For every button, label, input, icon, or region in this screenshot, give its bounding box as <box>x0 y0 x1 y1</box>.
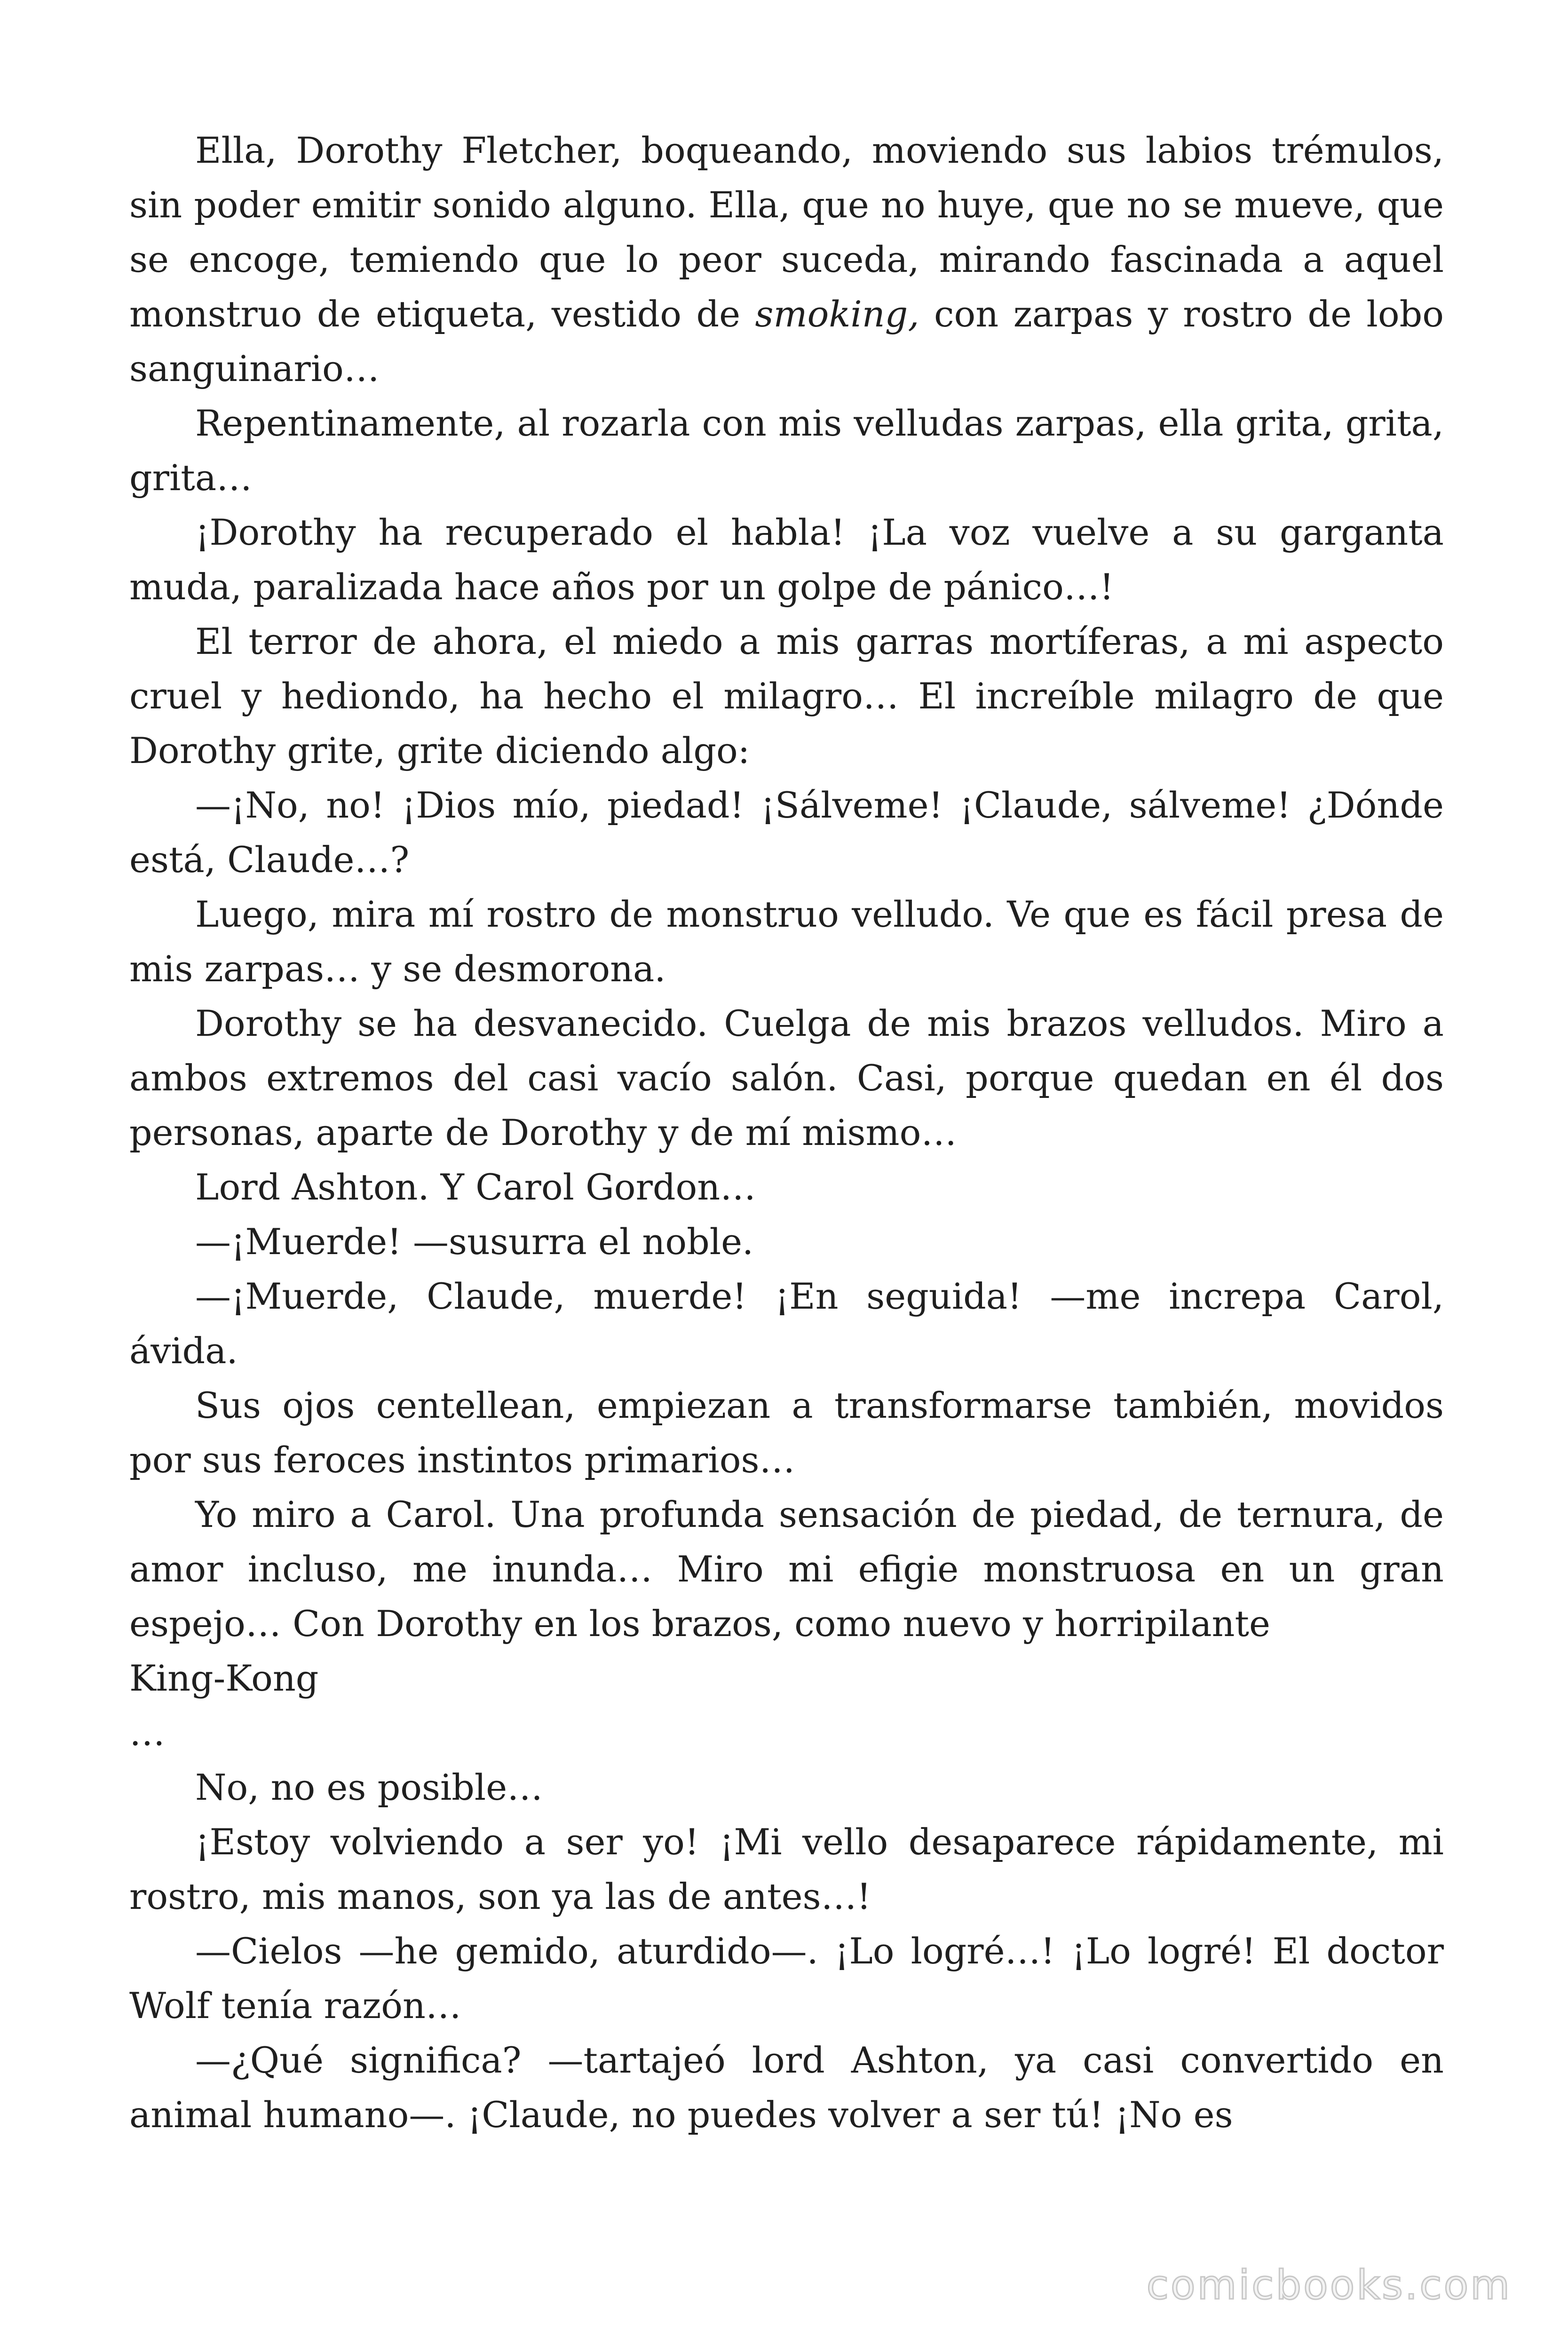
watermark: comicbooks.com <box>1146 2262 1512 2309</box>
paragraph: Luego, mira mí rostro de monstruo velludo. Ve que es fácil presa de mis zarpas… y se desmorona. <box>129 893 1444 990</box>
page-text <box>129 123 1444 2142</box>
paragraph: No, no es posible… <box>195 1766 543 1808</box>
paragraph: Yo miro a Carol. Una profunda sensación de piedad, de ternura, de amor incluso, me inunda… Miro mi efigie monstruosa en un gran espejo… Con Dorothy en los brazos, como nuevo y horripilante <box>129 1494 1444 1645</box>
paragraph-text: Ella, Dorothy Fletcher, boqueando, moviendo sus labios trémulos, sin poder emitir sonido alguno. Ella, que no huye, que no se mueve, que se encoge, temiendo que lo peor suceda, mirando fascinada a aquel monstruo de etiqueta, vestido de <box>129 129 1444 335</box>
paragraph: Repentinamente, al rozarla con mis velludas zarpas, ella grita, grita, grita… <box>129 402 1444 499</box>
paragraph <box>129 123 1444 396</box>
paragraph: Lord Ashton. Y Carol Gordon… <box>195 1166 756 1208</box>
dialogue-paragraph: —¡Muerde! —susurra el noble. <box>195 1221 754 1263</box>
dialogue-paragraph: —¿Qué significa? —tartajeó lord Ashton, ya casi convertido en animal humano—. ¡Claude, no puedes volver a ser tú! ¡No es <box>129 2039 1444 2136</box>
paragraph: Sus ojos centellean, empiezan a transformarse también, movidos por sus feroces instintos primarios… <box>129 1384 1444 1481</box>
paragraph: ¡Dorothy ha recuperado el habla! ¡La voz vuelve a su garganta muda, paralizada hace años por un golpe de pánico…! <box>129 511 1444 608</box>
dialogue-paragraph: —¡Muerde, Claude, muerde! ¡En seguida! —me increpa Carol, ávida. <box>129 1275 1444 1372</box>
paragraph-fragment: King-Kong <box>129 1657 319 1699</box>
paragraph-text: con zarpas y rostro de lobo sanguinario… <box>129 293 1444 389</box>
dialogue-paragraph: —Cielos —he gemido, aturdido—. ¡Lo logré…! ¡Lo logré! El doctor Wolf tenía razón… <box>129 1930 1444 2026</box>
paragraph: Dorothy se ha desvanecido. Cuelga de mis brazos velludos. Miro a ambos extremos del casi vacío salón. Casi, porque quedan en él dos personas, aparte de Dorothy y de mí mismo… <box>129 1002 1444 1153</box>
paragraph: ¡Estoy volviendo a ser yo! ¡Mi vello desaparece rápidamente, mi rostro, mis manos, son ya las de antes…! <box>129 1821 1444 1917</box>
paragraph-fragment: … <box>129 1712 165 1754</box>
italic-word: smoking, <box>755 293 919 335</box>
paragraph: El terror de ahora, el miedo a mis garras mortíferas, a mi aspecto cruel y hediondo, ha hecho el milagro… El increíble milagro de que Dorothy grite, grite diciendo algo: <box>129 620 1444 771</box>
dialogue-paragraph: —¡No, no! ¡Dios mío, piedad! ¡Sálveme! ¡Claude, sálveme! ¿Dónde está, Claude…? <box>129 784 1444 881</box>
